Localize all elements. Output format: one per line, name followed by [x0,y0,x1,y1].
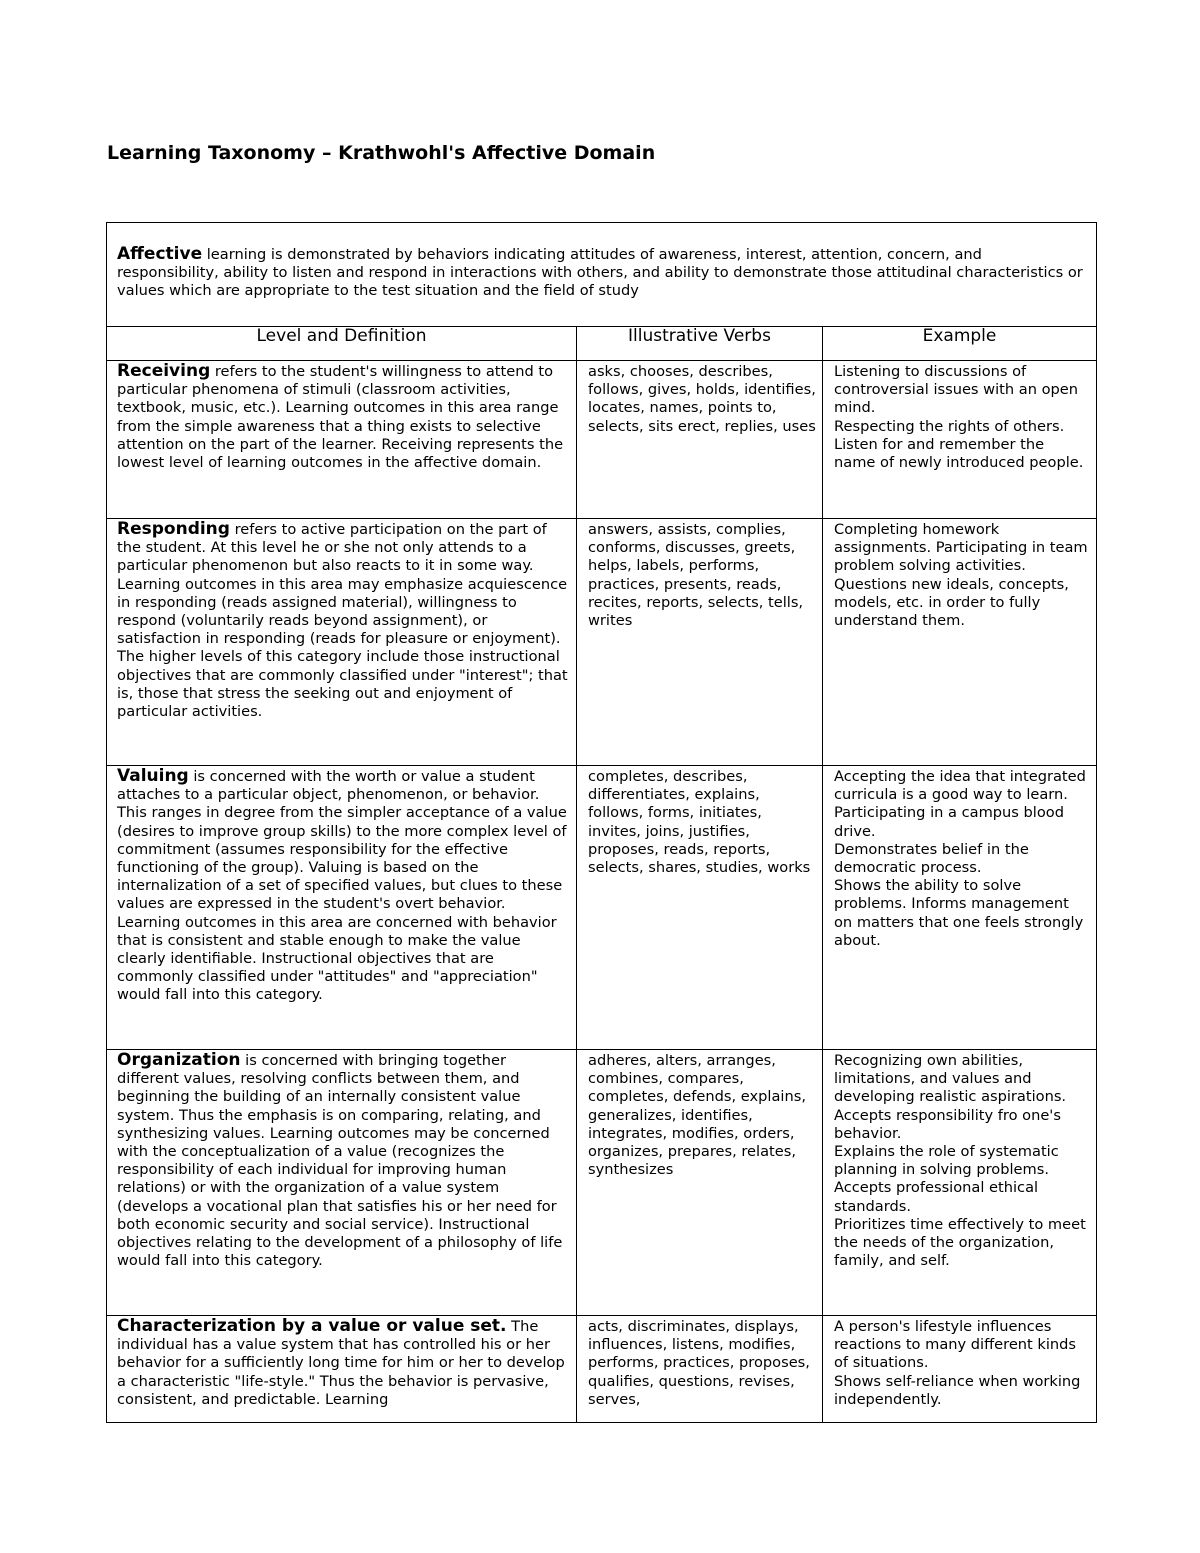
level-definition: is concerned with bringing together different values, resolving conflicts between them, and beginning the building of an internally consistent value system. Thus the emphasis is on comparing, relating, and synthesizing values. Learning outcomes may be concerned with the conceptualization of a value (recognizes the responsibility of each individual for improving human relations) or with the organization of a value system (develops a vocational plan that satisfies his or her need for both economic security and social service). Instructional objectives relating to the development of a philosophy of life would fall into this category. [117,1052,563,1270]
table-row-valuing [107,766,1097,1050]
example-line: Listen for and remember the name of newly introduced people. [834,435,1084,472]
example-line: Completing homework assignments. Participating in team problem solving activities. Questions new ideals, concepts, models, etc. in order to fully understand them. [834,521,1088,630]
example-line: Demonstrates belief in the democratic process. [834,840,1029,877]
verbs-cell: answers, assists, complies, conforms, discusses, greets, helps, labels, performs, practices, presents, reads, recites, reports, selects, tells, writes [577,519,823,766]
header-verbs: Illustrative Verbs [577,327,823,361]
table-row-receiving [107,361,1097,519]
header-example: Example [823,327,1097,361]
definition-cell [107,519,577,766]
intro-row [107,223,1097,327]
table-row-characterization [107,1316,1097,1423]
level-definition: The individual has a value system that has controlled his or her behavior for a sufficiently long time for him or her to develop a characteristic "life-style." Thus the behavior is pervasive, consistent, and predictable. Learning [117,1318,565,1408]
level-name: Organization [117,1050,241,1070]
example-cell [823,519,1097,766]
example-line: Respecting the rights of others. [834,417,1065,435]
example-cell [823,766,1097,1050]
level-name: Characterization by a value or value set. [117,1316,507,1336]
definition-cell [107,361,577,519]
verbs-cell: adheres, alters, arranges, combines, compares, completes, defends, explains, generalizes, identifies, integrates, modifies, orders, organizes, prepares, relates, synthesizes [577,1050,823,1316]
taxonomy-table [106,222,1097,1423]
level-definition: refers to the student's willingness to attend to particular phenomena of stimuli (classroom activities, textbook, music, etc.). Learning outcomes in this area range from the simple awareness that a thing exists to selective attention on the part of the learner. Receiving represents the lowest level of learning outcomes in the affective domain. [117,363,564,472]
example-cell [823,1316,1097,1423]
example-cell [823,1050,1097,1316]
example-line: Shows the ability to solve problems. Informs management on matters that one feels strongly about. [834,877,1084,949]
level-definition: is concerned with the worth or value a student attaches to a particular object, phenomenon, or behavior. This ranges in degree from the simpler acceptance of a value (desires to improve group skills) to the more complex level of commitment (assumes responsibility for the effective functioning of the group). Valuing is based on the internalization of a set of specified values, but clues to these values are expressed in the student's overt behavior. Learning outcomes in this area are concerned with behavior that is consistent and stable enough to make the value clearly identifiable. Instructional objectives that are commonly classified under "attitudes" and "appreciation" would fall into this category. [117,768,567,1004]
definition-cell [107,1316,577,1423]
table-row-organization [107,1050,1097,1316]
verbs-cell: acts, discriminates, displays, influences, listens, modifies, performs, practices, proposes, qualifies, questions, revises, serves, [577,1316,823,1423]
level-name: Receiving [117,361,211,381]
example-line: Accepts responsibility fro one's behavior. [834,1106,1061,1142]
level-name: Valuing [117,766,189,786]
example-line: Accepting the idea that integrated curricula is a good way to learn. Participating in a campus blood drive. [834,768,1086,840]
header-level: Level and Definition [107,327,577,361]
definition-cell [107,766,577,1050]
definition-cell [107,1050,577,1316]
header-row [107,327,1097,361]
example-line: A person's lifestyle influences reactions to many different kinds of situations. [834,1318,1077,1372]
example-line: Recognizing own abilities, limitations, and values and developing realistic aspirations. [834,1052,1067,1106]
intro-lead: Affective [117,244,203,264]
example-cell [823,361,1097,519]
intro-cell [107,223,1097,327]
example-line: Listening to discussions of controversial issues with an open mind. [834,363,1079,417]
verbs-cell: asks, chooses, describes, follows, gives, holds, identifies, locates, names, points to, selects, sits erect, replies, uses [577,361,823,519]
level-name: Responding [117,519,230,539]
page-title: Learning Taxonomy – Krathwohl's Affective Domain [107,142,656,164]
verbs-cell: completes, describes, differentiates, explains, follows, forms, initiates, invites, joins, justifies, proposes, reads, reports, selects, shares, studies, works [577,766,823,1050]
example-line: Shows self-reliance when working independently. [834,1372,1081,1408]
example-line: Prioritizes time effectively to meet the needs of the organization, family, and self. [834,1215,1086,1270]
level-definition: refers to active participation on the part of the student. At this level he or she not only attends to a particular phenomenon but also reacts to it in some way. Learning outcomes in this area may emphasize acquiescence in responding (reads assigned material), willingness to respond (voluntarily reads beyond assignment), or satisfaction in responding (reads for pleasure or enjoyment). The higher levels of this category include those instructional objectives that are commonly classified under "interest"; that is, those that stress the seeking out and enjoyment of particular activities. [117,521,568,721]
table-row-responding [107,519,1097,766]
example-line: Accepts professional ethical standards. [834,1179,1039,1215]
intro-text: learning is demonstrated by behaviors indicating attitudes of awareness, interest, attention, concern, and responsibility, ability to listen and respond in interactions with others, and ability to demonstrate those attitudinal characteristics or values which are appropriate to the test situation and the field of study [117,246,1083,300]
example-line: Explains the role of systematic planning in solving problems. [834,1143,1059,1179]
